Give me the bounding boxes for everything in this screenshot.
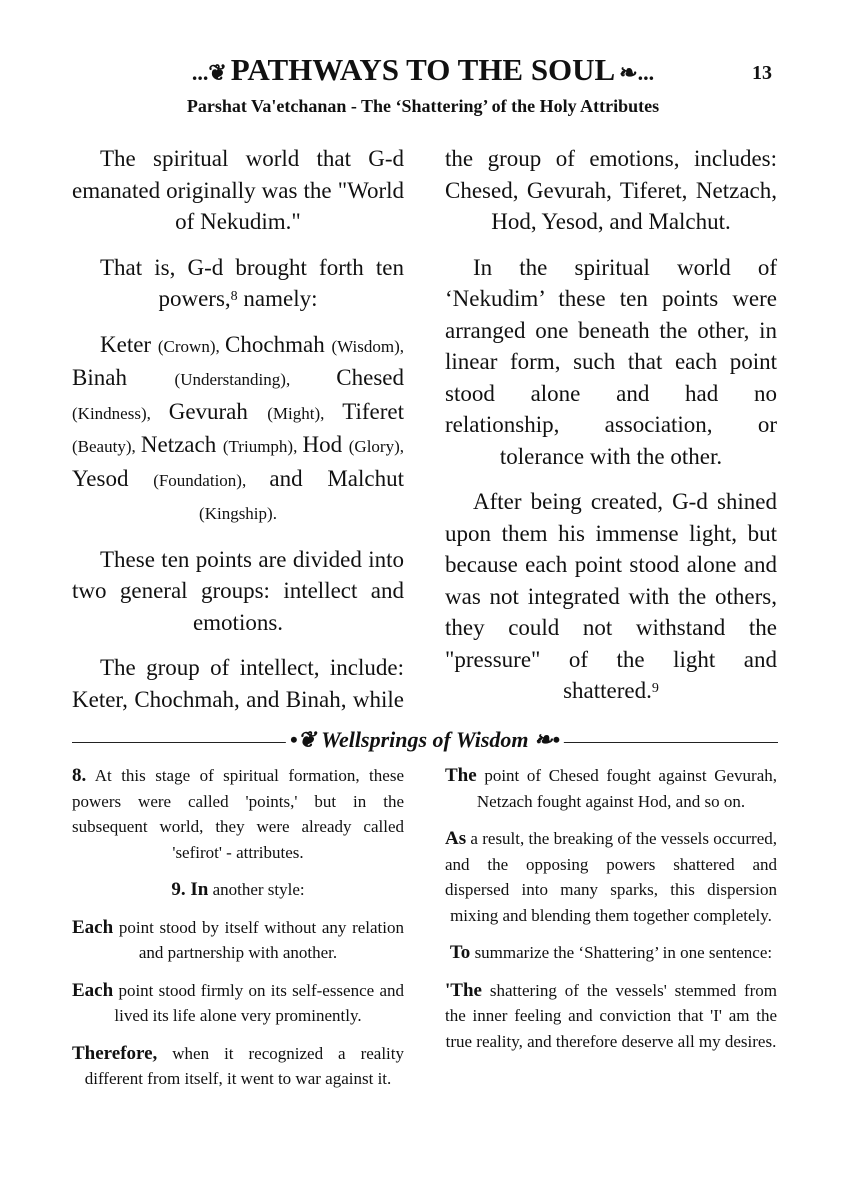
left-column — [72, 143, 404, 729]
footnotes-right — [445, 763, 777, 1066]
ornament-right: ❧... — [619, 60, 655, 85]
footnote-paragraph — [72, 915, 404, 966]
paragraph: The spiritual world that G-d emanated originally was the "World of Nekudim." — [72, 146, 404, 234]
footnote-text: another style: — [208, 880, 305, 899]
paragraph — [72, 252, 404, 315]
footnote-paragraph — [72, 978, 404, 1029]
footnote-paragraph — [445, 940, 777, 966]
paragraph: The group of intellect, include: Keter, Chochmah, and Binah, while — [72, 655, 404, 712]
attribute-translation: (Understanding), — [174, 370, 337, 389]
book-title: PATHWAYS TO THE SOUL — [230, 52, 616, 87]
lead-word: Therefore, — [72, 1042, 158, 1064]
attribute-translation: (Might), — [267, 403, 343, 423]
text: After being created, G-d shined upon them his immense light, but because each point stood alone and was not integrated with the others, they could not withstand the "pressure" of the light and shattered. — [445, 489, 777, 703]
paragraph — [445, 486, 777, 707]
footnote-text: summarize the ‘Shattering’ in one sentence: — [470, 943, 773, 962]
footnote-paragraph — [72, 1041, 404, 1092]
attribute-name: Chesed — [336, 365, 404, 390]
attribute-name: Keter — [100, 331, 158, 357]
footnote-text: shattering of the vessels' stemmed from the inner feeling and conviction that 'I' am the true reality, and therefore deserve all my desires. — [445, 980, 777, 1051]
right-column — [445, 143, 777, 721]
footnote-paragraph — [445, 826, 777, 928]
footnote-paragraph — [72, 763, 404, 865]
footnote-text: point of Chesed fought against Gevurah, Netzach fought against Hod, and so on. — [476, 766, 777, 811]
page-number: 13 — [752, 62, 772, 84]
footnote-text: when it recognized a reality different from itself, it went to war against it. — [84, 1043, 404, 1088]
ornament-left: ...❦ — [191, 60, 227, 85]
lead-word: 'The — [445, 979, 482, 1001]
lead-word: To — [449, 942, 471, 963]
attribute-translation: (Kingship). — [199, 504, 277, 523]
attribute-translation: (Glory), — [348, 437, 404, 456]
footnote-paragraph — [72, 877, 404, 903]
attribute-translation: (Foundation), — [153, 470, 270, 490]
lead-word: Each — [72, 979, 114, 1001]
lead-word: The — [445, 765, 477, 786]
sefirot-list-paragraph — [72, 329, 404, 530]
attribute-name: Chochmah — [225, 331, 332, 357]
attribute-name: Hod — [302, 432, 349, 457]
footnotes-left — [72, 763, 404, 1104]
lead-word: 9. In — [171, 879, 209, 900]
attribute-name: Netzach — [140, 432, 223, 457]
text: That is, G-d brought forth ten powers, — [100, 254, 404, 311]
lead-word: As — [445, 828, 467, 849]
footnote-paragraph — [445, 978, 777, 1055]
attribute-name: Gevurah — [168, 398, 268, 424]
attribute-name: Tiferet — [342, 398, 404, 424]
footnote-text: At this stage of spiritual formation, these powers were called 'points,' but in the subsequent world, they were already called 'sefirot' - attributes. — [72, 766, 404, 862]
attribute-translation: (Wisdom), — [331, 336, 404, 356]
chapter-subtitle: Parshat Va'etchanan - The ‘Shattering’ of the Holy Attributes — [186, 96, 660, 116]
footnotes-divider — [72, 727, 778, 756]
footnote-ref-8[interactable]: 8 — [230, 289, 238, 304]
running-header — [0, 52, 846, 88]
text: namely: — [237, 286, 318, 311]
footnote-paragraph — [445, 763, 777, 814]
attribute-translation: (Triumph), — [222, 437, 303, 456]
footnote-ref-9[interactable]: 9 — [651, 681, 659, 696]
footnotes-heading: •❦ Wellsprings of Wisdom ❧• — [286, 727, 564, 753]
paragraph: These ten points are divided into two general groups: intellect and emotions. — [72, 546, 404, 635]
footnote-text: a result, the breaking of the vessels occurred, and the opposing powers shattered and dispersed into many sparks, this dispersion mixing and blending them together completely. — [445, 829, 777, 925]
lead-word: 8. — [72, 765, 87, 786]
footnote-text: point stood by itself without any relation and partnership with another. — [113, 917, 404, 962]
footnote-text: point stood firmly on its self-essence and lived its life alone very prominently. — [113, 980, 404, 1025]
attribute-name: and Malchut — [269, 465, 404, 491]
attribute-translation: (Beauty), — [72, 437, 141, 456]
attribute-translation: (Crown), — [157, 336, 226, 356]
paragraph: In the spiritual world of ‘Nekudim’ these ten points were arranged one beneath the other, in linear form, such that each point stood alone and had no relationship, association, or tolerance with the other. — [445, 254, 777, 469]
attribute-name: Yesod — [72, 465, 154, 491]
attribute-name: Binah — [72, 365, 175, 390]
paragraph: the group of emotions, includes: Chesed, Gevurah, Tiferet, Netzach, Hod, Yesod, and Malchut. — [445, 146, 777, 234]
lead-word: Each — [72, 916, 114, 938]
attribute-translation: (Kindness), — [72, 403, 169, 423]
